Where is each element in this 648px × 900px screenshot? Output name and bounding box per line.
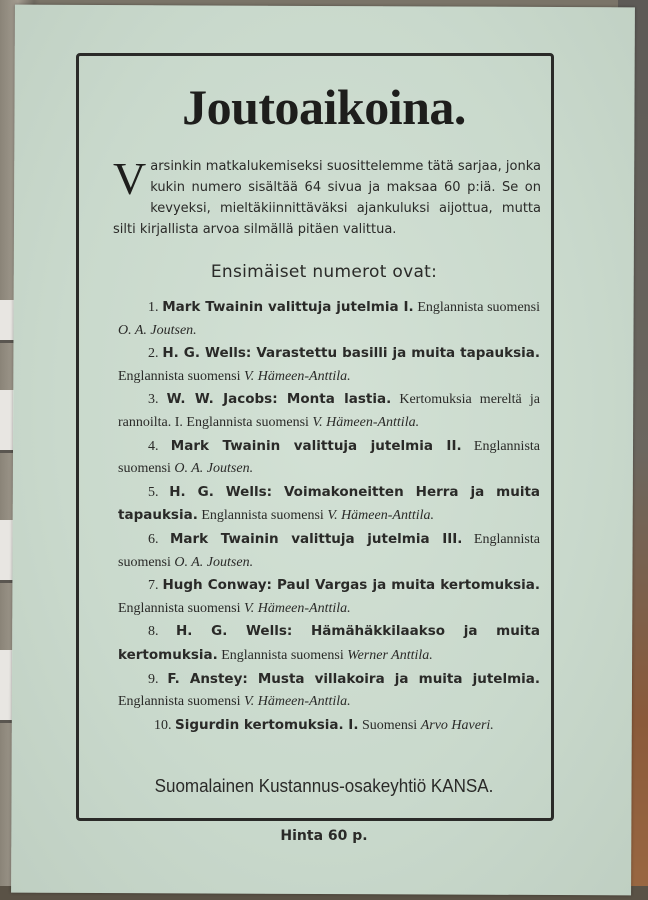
item-note: Englannista suomensi <box>118 438 541 477</box>
item-number: 4. <box>148 438 159 454</box>
item-number: 6. <box>148 531 159 547</box>
item-translator: O. A. Joutsen. <box>118 322 197 338</box>
item-title: H. G. Wells: Varastettu basilli ja muita tapauksia. <box>162 345 540 362</box>
item-note: Englannista suomensi <box>118 531 540 570</box>
item-note: Englannista suomensi <box>201 508 324 524</box>
list-item <box>118 620 540 667</box>
list-item <box>118 714 540 738</box>
item-title: Hugh Conway: Paul Vargas ja muita kertomuksia. <box>162 577 541 594</box>
page-title: Joutoaikoina. <box>182 79 466 135</box>
list-item <box>118 574 540 620</box>
item-note: Kertomuksia mereltä ja rannoilta. I. Englannista suomensi <box>118 392 540 430</box>
item-number: 9. <box>148 671 159 687</box>
item-title: H. G. Wells: Voimakoneitten Herra ja muita tapauksia. <box>118 483 541 524</box>
item-title: Mark Twainin valittuja jutelmia III. <box>169 530 463 547</box>
item-title: Sigurdin kertomuksia. I. <box>175 716 359 733</box>
item-translator: V. Hämeen-Anttila. <box>327 508 434 524</box>
item-number: 8. <box>148 624 159 640</box>
list-item <box>118 388 540 434</box>
item-number: 5. <box>148 484 159 500</box>
item-title: W. W. Jacobs: Monta lastia. <box>166 391 392 408</box>
list-item <box>118 342 540 388</box>
item-note: Englannista suomensi <box>417 300 540 315</box>
list-item <box>118 435 540 481</box>
item-note: Englannista suomensi <box>221 647 344 663</box>
item-number: 2. <box>148 346 159 362</box>
item-translator: O. A. Joutsen. <box>174 461 254 477</box>
item-translator: V. Hämeen-Anttila. <box>244 368 351 384</box>
list-item <box>118 528 540 574</box>
item-title: F. Anstey: Musta villakoira ja muita jutelmia. <box>167 670 541 687</box>
intro-paragraph <box>113 153 541 240</box>
item-note: Englannista suomensi <box>118 600 241 616</box>
item-translator: Werner Anttila. <box>347 647 433 663</box>
item-translator: Arvo Haveri. <box>420 717 494 733</box>
item-translator: V. Hämeen-Anttila. <box>312 414 420 430</box>
drop-cap: V <box>113 153 147 204</box>
item-title: Mark Twainin valittuja jutelmia I. <box>162 299 414 315</box>
list-heading: Ensimäiset numerot ovat: <box>210 262 438 282</box>
list-item <box>118 296 540 342</box>
item-number: 10. <box>154 717 172 733</box>
item-translator: V. Hämeen-Anttila. <box>244 600 351 616</box>
item-title: Mark Twainin valittuja jutelmia II. <box>170 437 462 454</box>
item-translator: O. A. Joutsen. <box>174 554 254 570</box>
series-list <box>118 296 540 737</box>
publisher-name: Suomalainen Kustannus-osakeyhtiö KANSA. <box>154 775 494 796</box>
item-number: 1. <box>148 300 159 315</box>
intro-text: arsinkin matkalukemiseksi suosittelemme tätä sarjaa, jonka kukin numero sisältää 64 sivua ja maksaa 60 p:iä. Se on kevyeksi, mieltäkiinnittäväksi ajankuluksi aijottua, mutta silti kirjallista arvoa silmällä pitäen valittua. <box>113 159 541 237</box>
item-note: Englannista suomensi <box>118 368 241 384</box>
item-translator: V. Hämeen-Anttila. <box>244 694 351 710</box>
item-title: H. G. Wells: Hämähäkkilaakso ja muita kertomuksia. <box>118 623 540 663</box>
item-number: 3. <box>148 392 159 408</box>
item-note: Suomensi <box>361 717 418 733</box>
price-label: Hinta 60 p. <box>280 828 368 844</box>
item-number: 7. <box>148 578 159 594</box>
list-item <box>118 668 540 714</box>
list-item <box>118 481 540 528</box>
item-note: Englannista suomensi <box>118 694 241 710</box>
